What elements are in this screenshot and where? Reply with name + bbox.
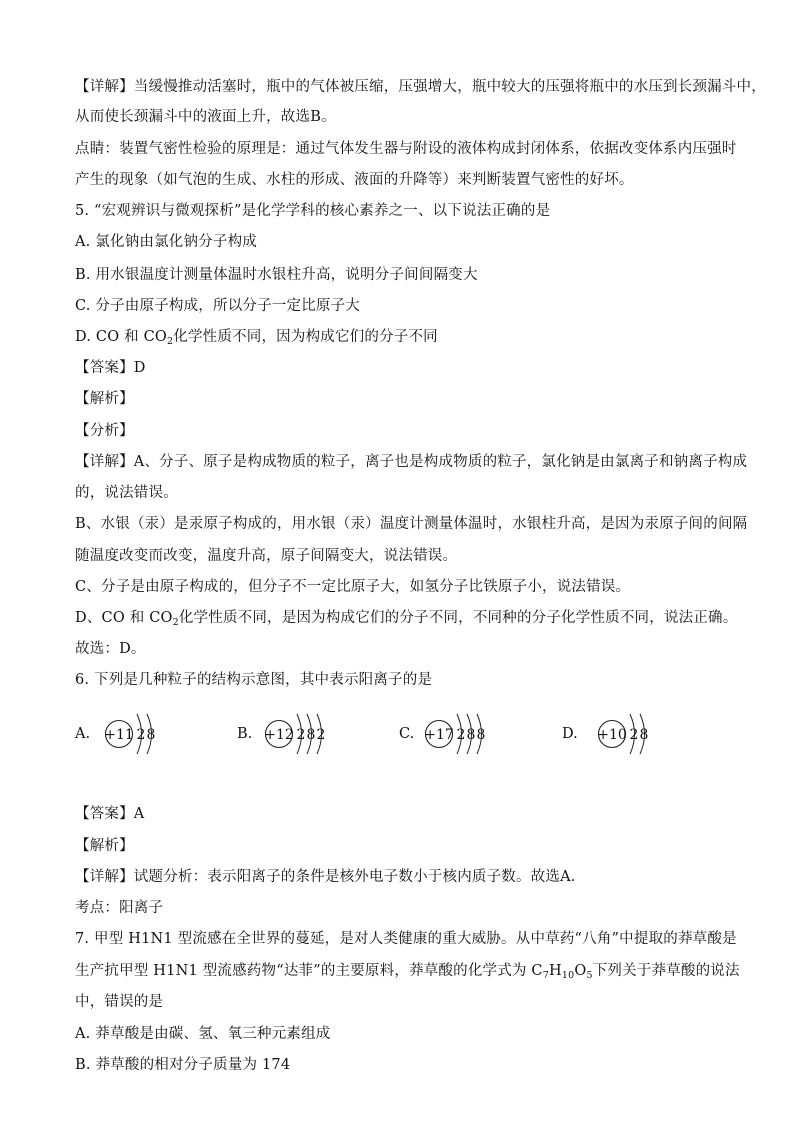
nucleus-charge: +12 xyxy=(264,727,294,743)
electron-count: 8 xyxy=(466,727,476,743)
question-6-stem: 6. 下列是几种粒子的结构示意图，其中表示阳离子的是 xyxy=(75,671,433,688)
question-7-option-b: B. 莽草酸的相对分子质量为 174 xyxy=(75,1056,291,1073)
question-5-option-b: B. 用水银温度计测量体温时水银柱升高，说明分子间间隔变大 xyxy=(75,266,478,283)
electron-count: 8 xyxy=(306,727,316,743)
analysis-heading: 【解析】 xyxy=(75,837,134,854)
atom-structure-svg xyxy=(425,712,575,756)
nucleus-charge: +10 xyxy=(597,727,627,743)
answer-line: 【答案】D xyxy=(75,359,146,376)
atom-structure-svg xyxy=(598,712,748,756)
question-5-option-c: C. 分子由原子构成，所以分子一定比原子大 xyxy=(75,297,360,314)
paragraph-line: 考点：阳离子 xyxy=(75,899,164,916)
question-5-option-d: D. CO 和 $CO_2$化学性质不同，因为构成它们的分子不同 xyxy=(75,328,438,347)
answer-line: 【答案】A xyxy=(75,805,145,822)
atom-structure-svg xyxy=(105,712,255,756)
electron-count: 2 xyxy=(296,727,306,743)
electron-count: 2 xyxy=(456,727,466,743)
paragraph-line: C、分子是由原子构成的，但分子不一定比原子大，如氢分子比铁原子小，说法错误。 xyxy=(75,578,631,595)
question-7-stem: 7. 甲型 H1N1 型流感在全世界的蔓延，是对人类健康的重大威胁。从中草药“八角”中提取的莽草酸是 xyxy=(75,930,737,947)
nucleus-charge: +11 xyxy=(104,727,134,743)
paragraph-line: 的，说法错误。 xyxy=(75,484,178,501)
paragraph-line: 【详解】A、分子、原子是构成物质的粒子，离子也是构成物质的粒子，氯化钠是由氯离子和钠离子构成 xyxy=(75,453,748,470)
paragraph-line: 故选：D。 xyxy=(75,640,146,657)
electron-count: 8 xyxy=(146,727,156,743)
option-label: B. xyxy=(237,726,253,742)
electron-count: 2 xyxy=(316,727,326,743)
question-7-stem: 中，错误的是 xyxy=(75,993,164,1010)
paragraph-line: D、CO 和 $CO_2$化学性质不同，是因为构成它们的分子不同，不同种的分子化学性质不同，说法正确。 xyxy=(75,609,738,628)
nucleus-charge: +17 xyxy=(424,727,454,743)
electron-count: 8 xyxy=(476,727,486,743)
atom-structure-svg xyxy=(265,712,415,756)
electron-count: 2 xyxy=(136,727,146,743)
question-5-stem: 5. “宏观辨识与微观探析”是化学学科的核心素养之一、以下说法正确的是 xyxy=(75,202,551,219)
analysis-subheading: 【分析】 xyxy=(75,422,134,439)
question-7-stem: 生产抗甲型 H1N1 型流感药物“达菲”的主要原料，莽草酸的化学式为 $C_7H_{10}O_5$下列关于莽草酸的说法 xyxy=(75,962,740,981)
analysis-heading: 【解析】 xyxy=(75,390,134,407)
paragraph-line: B、水银（汞）是汞原子构成的，用水银（汞）温度计测量体温时，水银柱升高，是因为汞原子间的间隔 xyxy=(75,515,748,532)
electron-count: 2 xyxy=(629,727,639,743)
paragraph-line: 随温度改变而改变，温度升高，原子间隔变大，说法错误。 xyxy=(75,547,458,564)
question-5-option-a: A. 氯化钠由氯化钠分子构成 xyxy=(75,233,257,250)
electron-count: 8 xyxy=(639,727,649,743)
paragraph-line: 从而使长颈漏斗中的液面上升，故选B。 xyxy=(75,108,336,125)
paragraph-line: 【详解】试题分析：表示阳离子的条件是核外电子数小于核内质子数。故选A. xyxy=(75,868,576,885)
option-label: A. xyxy=(75,726,91,742)
paragraph-line: 产生的现象（如气泡的生成、水柱的形成、液面的升降等）来判断装置气密性的好坏。 xyxy=(75,171,634,188)
paragraph-line: 【详解】当缓慢推动活塞时，瓶中的气体被压缩，压强增大，瓶中较大的压强将瓶中的水压到长颈漏斗中， xyxy=(75,78,766,95)
option-label: C. xyxy=(399,726,415,742)
question-7-option-a: A. 莽草酸是由碳、氢、氧三种元素组成 xyxy=(75,1025,331,1042)
option-label: D. xyxy=(562,726,578,742)
paragraph-line: 点睛：装置气密性检验的原理是：通过气体发生器与附设的液体构成封闭体系，依据改变体系内压强时 xyxy=(75,140,737,157)
